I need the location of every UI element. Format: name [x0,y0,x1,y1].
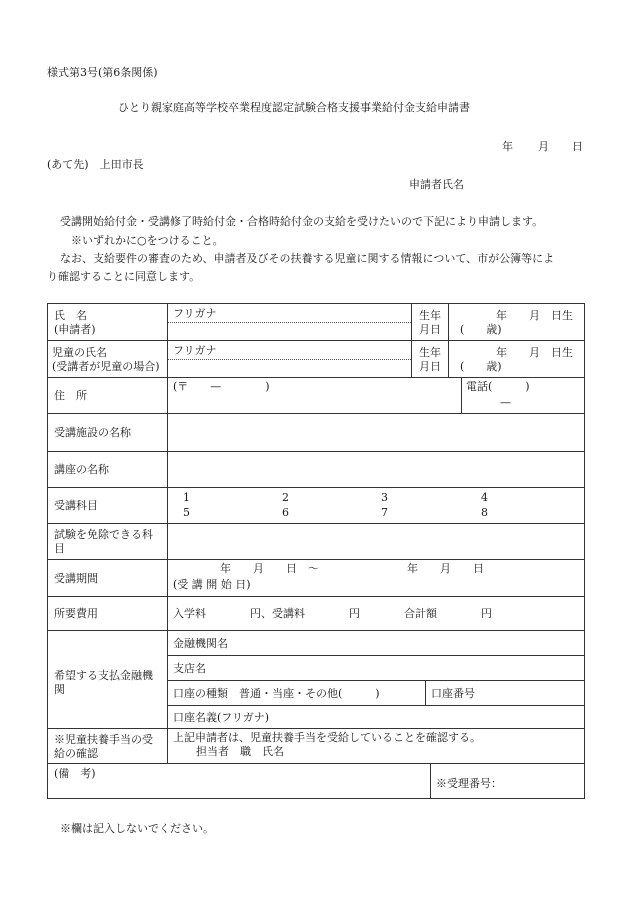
addressee: (あて先) 上田市長 [47,158,144,171]
form-number: 様式第3号(第6条関係) [47,66,158,79]
applicant-birth-label-1: 生年 [419,309,441,322]
child-birth-label-1: 生年 [419,346,441,359]
course-label: 講座の名称 [54,463,109,476]
receipt-number-label: ※受理番号： [436,777,502,790]
date-day: 日 [572,140,583,153]
account-type-label: 口座の種類 普通・当座・その他( ) [173,687,380,700]
period-start-label: (受 講 開 始 日) [173,578,251,591]
footnote: ※欄は記入しないでください。 [60,822,214,835]
subject-number: 4 [481,491,488,504]
child-furigana-label: フリガナ [173,344,217,357]
subject-number: 2 [282,491,289,504]
intro-line-4: り確認することに同意します。 [47,270,201,283]
applicant-birth-label-2: 月日 [419,323,441,336]
child-birth-ymd: 年 月 日生 [496,346,573,359]
subject-number: 3 [381,491,388,504]
exempt-label-1: 試験を免除できる科 [54,528,153,541]
period-dates: 年 月 日 ～ 年 月 日 [220,562,484,575]
subject-number: 5 [183,506,190,519]
applicant-name-label: 申請者氏名 [409,178,464,191]
bank-institution-label: 金融機関名 [173,637,228,650]
subject-number: 7 [381,506,388,519]
account-holder-label: 口座名義(フリガナ) [173,711,270,724]
applicant-name-label-sub: (申請者) [54,323,96,336]
facility-label: 受講施設の名称 [54,426,131,439]
allowance-text-1: 上記申請者は、児童扶養手当を受給していることを確認する。 [173,731,481,744]
allowance-text-2: 担当者 職 氏名 [196,745,284,758]
allowance-label-1: ※児童扶養手当の受 [54,733,153,746]
address-label: 住 所 [54,389,87,402]
subject-number: 1 [183,491,190,504]
child-birth-label-2: 月日 [419,360,441,373]
intro-line-1: 受講開始給付金・受講修了時給付金・合格時給付金の支給を受けたいので下記により申請します。 [60,215,544,228]
costs-detail: 入学料 円、受講料 円 合計額 円 [173,607,492,620]
date-month: 月 [538,140,549,153]
subject-number: 8 [481,506,488,519]
remarks-label: (備 考) [54,767,96,780]
bank-branch-label: 支店名 [173,662,206,675]
applicant-furigana-label: フリガナ [173,307,217,320]
period-label: 受講期間 [54,572,98,585]
child-name-label-sub: (受講者が児童の場合) [52,360,160,373]
postal-code-field: (〒 — ) [173,380,270,393]
account-number-label: 口座番号 [431,687,475,700]
intro-line-2: ※いずれかに○をつけること。 [71,234,224,247]
applicant-birth-ymd: 年 月 日生 [496,309,573,322]
bank-label-2: 関 [54,683,65,696]
applicant-name-label-main: 氏 名 [54,309,87,322]
date-year: 年 [502,140,513,153]
bank-label-1: 希望する支払金融機 [54,669,153,682]
phone-separator: — [500,396,511,409]
applicant-age: ( 歳) [460,323,502,336]
child-name-label-main: 児童の氏名 [52,346,107,359]
costs-label: 所要費用 [54,607,98,620]
subject-number: 6 [282,506,289,519]
child-age: ( 歳) [460,360,502,373]
phone-field: 電話( ) [466,380,530,393]
allowance-label-2: 給の確認 [54,747,98,760]
subjects-label: 受講科目 [54,499,98,512]
intro-line-3: なお、支給要件の審査のため、申請者及びその扶養する児童に関する情報について、市が公簿等によ [60,252,555,265]
page-title: ひとり親家庭高等学校卒業程度認定試験合格支援事業給付金支給申請書 [118,101,470,114]
exempt-label-2: 目 [54,542,65,555]
